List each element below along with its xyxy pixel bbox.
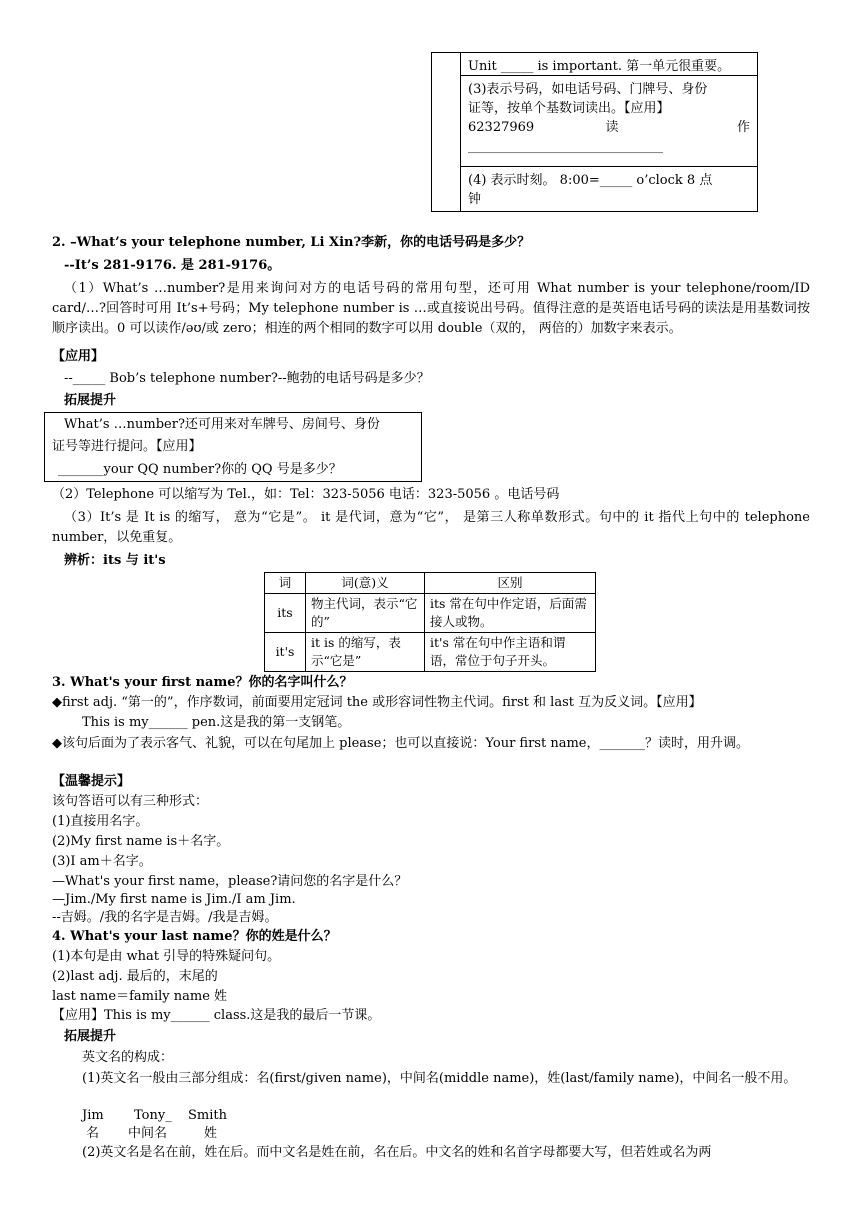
extension-box-line3: _______your QQ number?你的 QQ 号是多少？ [58, 462, 342, 477]
section4-line: last name＝family name 姓 [52, 989, 228, 1004]
section4-para2: (2)英文名是名在前，姓在后。而中文名是姓在前，名在后。中文名的姓和名首字母都要大写，但若姓或名为两 [82, 1145, 712, 1160]
table-header-row [265, 573, 596, 594]
section3-bullet1: ◆first adj. “第一的”，作序数词，前面要用定冠词 the 或形容词性物主代词。first 和 last 互为反义词。【应用】 [52, 695, 702, 710]
section4-intro: 英文名的构成： [82, 1050, 174, 1065]
top-table-row2-line4: ______________________________ [468, 139, 663, 154]
name-example-middle: Tony_ [134, 1108, 172, 1123]
top-table-row3-line1: (4) 表示时刻。 8:00=_____ o’clock 8 点 [468, 173, 713, 188]
section3-example1: This is my______ pen.这是我的第一支钢笔。 [82, 715, 351, 730]
section4-line: (2)last adj. 最后的，末尾的 [52, 969, 218, 984]
table-cell: its 常在句中作定语，后面需接人或物。 [425, 594, 596, 633]
section3-line: 该句答语可以有三种形式： [52, 794, 209, 809]
top-table-row3-line2: 钟 [468, 192, 482, 207]
section2-para2: （2）Telephone 可以缩写为 Tel.，如：Tel：323-5056 电话：323-5056 。电话号码 [52, 487, 560, 502]
table-cell: it is 的缩写，表示“它是” [306, 633, 425, 672]
section4-extension-label: 拓展提升 [64, 1029, 117, 1044]
section2-heading: 2. –What’s your telephone number, Li Xin?李新，你的电话号码是多少？ [52, 235, 531, 250]
top-table-row1: Unit _____ is important. 第一单元很重要。 [468, 59, 731, 74]
section3-line: —What's your first name，please?请问您的名字是什么？ [52, 874, 408, 889]
section3-line: (2)My first name is＋名字。 [52, 834, 230, 849]
top-table-row2-line1: (3)表示号码，如电话号码、门牌号、身份 [468, 82, 708, 97]
table-header: 区别 [425, 573, 596, 594]
table-row [265, 633, 596, 672]
section4-heading: 4. What's your last name？你的姓是什么？ [52, 929, 337, 944]
section2-diff-label: 辨析：its 与 it's [64, 553, 166, 568]
section3-line: (1)直接用名字。 [52, 814, 149, 829]
section2-extension-label: 拓展提升 [64, 393, 117, 408]
section4-line: (1)本句是由 what 引导的特殊疑问句。 [52, 949, 281, 964]
top-table-row2-line3: 62327969 读 作 [468, 120, 750, 135]
its-comparison-table [264, 572, 596, 672]
section2-para1: （1）What’s …number?是用来询问对方的电话号码的常用句型，还可用 What number is your telephone/room/ID card/…?回答时可用 It’s+号码；My telephone number is …或直接说出号码。值得注意的是英语电话号码的读法是用基数词按顺序读出。0 可以读作/əʊ/或 zero；相连的两个相同的数字可以用 double（双的， 两倍的）加数字来表示。 [52, 281, 810, 336]
table-header: 词(意)义 [306, 573, 425, 594]
section3-heading: 3. What's your first name？你的名字叫什么？ [52, 675, 353, 690]
table-row [265, 594, 596, 633]
section4-para1: (1)英文名一般由三部分组成：名(first/given name)，中间名(middle name)，姓(last/family name)，中间名一般不用。 [82, 1071, 797, 1086]
top-table-row2-line2: 证等，按单个基数词读出。【应用】 [468, 101, 670, 116]
extension-box-line2: 证号等进行提问。【应用】 [52, 439, 202, 454]
section3-bullet2: ◆该句后面为了表示客气、礼貌，可以在句尾加上 please；也可以直接说：Your first name，_______？读时，用升调。 [52, 736, 749, 751]
name-example-last: Smith [188, 1108, 227, 1123]
table-header: 词 [265, 573, 306, 594]
name-example-first: Jim [82, 1108, 104, 1123]
name-part-last: 姓 [204, 1126, 218, 1141]
section2-para3: （3）It’s 是 It is 的缩写， 意为“它是”。 it 是代词，意为“它”， 是第三人称单数形式。句中的 it 指代上句中的 telephone number，以免重复。 [52, 510, 810, 545]
section3-line: (3)I am＋名字。 [52, 854, 152, 869]
section3-line: —Jim./My first name is Jim./I am Jim. [52, 892, 296, 907]
section4-apply: 【应用】This is my______ class.这是我的最后一节课。 [52, 1008, 381, 1023]
section3-tip-label: 【温馨提示】 [52, 774, 131, 789]
section2-apply-label: 【应用】 [52, 349, 105, 364]
table-cell: it's [265, 633, 306, 672]
section2-apply-question: --_____ Bob’s telephone number?--鲍勃的电话号码是多少？ [64, 371, 430, 386]
table-cell: 物主代词，表示“它的” [306, 594, 425, 633]
table-cell: its [265, 594, 306, 633]
section2-answer: --It’s 281-9176. 是 281-9176。 [64, 258, 281, 273]
name-part-first: 名 [86, 1126, 100, 1141]
name-part-middle: 中间名 [128, 1126, 168, 1141]
table-cell: it's 常在句中作主语和谓语，常位于句子开头。 [425, 633, 596, 672]
extension-box-line1: What’s …number?还可用来对车牌号、房间号、身份 [64, 417, 380, 432]
section3-line: --吉姆。/我的名字是吉姆。/我是吉姆。 [52, 910, 278, 925]
